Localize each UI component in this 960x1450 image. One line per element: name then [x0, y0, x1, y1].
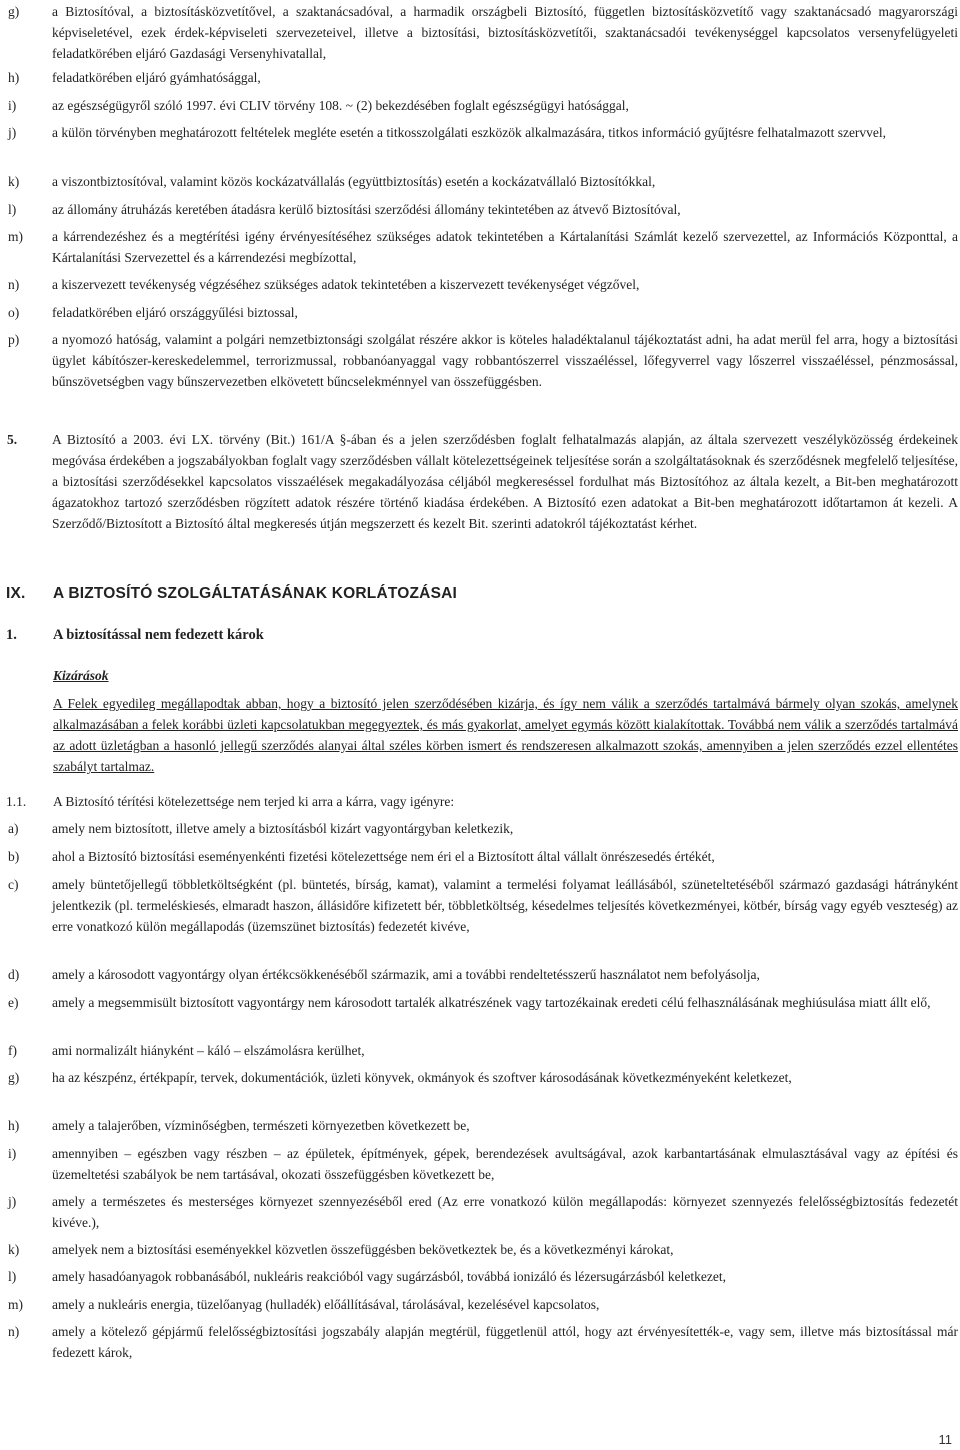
list-item-a: [8, 818, 958, 839]
list-label: k): [8, 174, 20, 189]
paragraph-number: 5.: [7, 432, 18, 447]
list-text: amely a nukleáris energia, tüzelőanyag (hulladék) előállításával, tárolásával, kezelésével kapcsolatos,: [52, 1297, 600, 1312]
section-title: A BIZTOSÍTÓ SZOLGÁLTATÁSÁNAK KORLÁTOZÁSAI: [53, 585, 458, 602]
list-text: a kiszervezett tevékenység végzéséhez szükséges adatok tekintetében a kiszervezett tevékenységet végzővel,: [52, 277, 640, 292]
list-item-g2: [8, 1067, 958, 1088]
list-label: i): [8, 98, 17, 113]
exclusions-heading: Kizárások: [53, 668, 109, 683]
page-number: 11: [938, 1432, 952, 1447]
list-text: ami normalizált hiányként – káló – elszámolásra kerülhet,: [52, 1043, 365, 1058]
list-item-j: [8, 122, 958, 143]
list-text: a nyomozó hatóság, valamint a polgári nemzetbiztonsági szolgálat részére akkor is köteles haladéktalanul tájékoztatást adni, ha adat merül fel arra, hogy a biztosítási ügylet kábítószer-kereskedelemmel, terrorizmussal, robbanóanyaggal vagy robbantószerrel visszaéléssel, lőfegyverrel vagy lőszerrel visszaéléssel, pénzmosással, bűnszövetségben vagy bűnszervezetben elkövetett bűncselekménnyel van összefüggésben.: [52, 332, 958, 389]
list-label: k): [8, 1242, 20, 1257]
list-label: m): [8, 1297, 23, 1312]
list-label: b): [8, 849, 20, 864]
exclusions-paragraph: A Felek egyedileg megállapodtak abban, hogy a biztosító jelen szerződésében kizárja, és így nem válik a szerződés tartalmává bármely olyan szokás, amelynek alkalmazásában a felek korábbi üzleti kapcsolatukban megegyeztek, és más gyakorlat, amelyet egymás között kialakítottak. Továbbá nem válik a szerződés tartalmává az adott üzletágban a hasonló jellegű szerződés alanyai által széles körben ismert és rendszeresen alkalmazott szokás, amennyiben a jelen szerződés ezzel ellentétes szabályt tartalmaz.: [53, 696, 958, 774]
list-text: ahol a Biztosító biztosítási eseményenkénti fizetési kötelezettsége nem éri el a Biztosított által vállalt önrészesedés értékét,: [52, 849, 715, 864]
list-text: amely a károsodott vagyontárgy olyan értékcsökkenéséből származik, ami a további rendeltetésszerű használatot nem befolyásolja,: [52, 967, 760, 982]
list-item-h: [8, 67, 958, 88]
list-item-i: [8, 95, 958, 116]
list-text: az egészségügyről szóló 1997. évi CLIV törvény 108. ~ (2) bekezdésében foglalt egészségügyi hatósággal,: [52, 98, 629, 113]
list-item-o: [8, 302, 958, 323]
list-label: o): [8, 305, 20, 320]
list-text: amely hasadóanyagok robbanásából, nukleáris reakcióból vagy sugárzásból, továbbá ionizáló és lézersugárzásból keletkezet,: [52, 1269, 726, 1284]
subsection-number: 1.: [6, 627, 17, 643]
list-label: i): [8, 1146, 17, 1161]
list-item-g: [8, 1, 958, 64]
list-label: g): [8, 4, 20, 19]
list-item-b: [8, 846, 958, 867]
list-item-p: [8, 329, 958, 392]
list-label: a): [8, 821, 19, 836]
list-label: c): [8, 877, 19, 892]
clause-number: 1.1.: [6, 794, 27, 809]
list-label: n): [8, 1324, 20, 1339]
list-text: amely a megsemmisült biztosított vagyontárgy nem károsodott tartalék alkatrészének vagy tartozékainak eredeti célú felhasználásának meghiúsulása miatt állt elő,: [52, 995, 931, 1010]
list-text: amennyiben – egészben vagy részben – az épületek, építmények, gépek, berendezések avultságával, azok karbantartásának elmulasztásával vagy az építési és üzemeltetési szabályok be nem tartásával, okozati összefüggésben következett be,: [52, 1146, 958, 1182]
list-label: j): [8, 1194, 17, 1209]
list-label: n): [8, 277, 20, 292]
list-label: m): [8, 229, 23, 244]
list-label: h): [8, 70, 20, 85]
list-item-c: [8, 874, 958, 937]
list-item-n: [8, 274, 958, 295]
list-item-f: [8, 1040, 958, 1061]
list-text: a Biztosítóval, a biztosításközvetítővel, a szaktanácsadóval, a harmadik országbeli Biztosító, független biztosításközvetítő vagy szaktanácsadó magyarországi képviseletével, ezek érdek-képviseleti szervezeteivel, illetve a biztosítási, biztosításközvetítői, szaktanácsadói tevékenységgel kapcsolatos versenyfelügyeleti feladatkörében eljáró Gazdasági Versenyhivatallal,: [52, 4, 958, 61]
list-text: a kárrendezéshez és a megtérítési igény érvényesítéséhez szükséges adatok tekintetében a Kártalanítási Számlát kezelő szervezettel, az Információs Központtal, a Kártalanítási Szervezettel és a kárrendezési megbízottal,: [52, 229, 958, 265]
list-item-j2: [8, 1191, 958, 1233]
list-text: amely büntetőjellegű többletköltségként (pl. büntetés, bírság, kamat), valamint a termelési folyamat leállásából, szüneteltetéséből származó gazdasági hátrányként jelentkezik (pl. termeléskiesés, elmaradt haszon, állásidőre kifizetett bér, többletköltség, késedelmes teljesítés következményei, kötbér, bírság vagy egyéb veszteség) az erre vonatkozó külön megállapodás (üzemszünet biztosítás) fedezetét kivéve,: [52, 877, 958, 934]
list-text: a viszontbiztosítóval, valamint közös kockázatvállalás (együttbiztosítás) esetén a kockázatvállaló Biztosítókkal,: [52, 174, 656, 189]
list-item-h2: [8, 1115, 958, 1136]
list-label: d): [8, 967, 20, 982]
list-text: feladatkörében eljáró gyámhatósággal,: [52, 70, 261, 85]
list-item-m2: [8, 1294, 958, 1315]
list-text: amely nem biztosított, illetve amely a biztosításból kizárt vagyontárgyban keletkezik,: [52, 821, 514, 836]
section-number: IX.: [6, 585, 26, 602]
list-label: j): [8, 125, 17, 140]
list-label: e): [8, 995, 19, 1010]
list-item-n2: [8, 1321, 958, 1363]
list-item-m: [8, 226, 958, 268]
list-label: l): [8, 202, 17, 217]
list-label: f): [8, 1043, 17, 1058]
list-label: p): [8, 332, 20, 347]
list-label: g): [8, 1070, 20, 1085]
list-item-k: [8, 171, 958, 192]
list-text: ha az készpénz, értékpapír, tervek, dokumentációk, üzleti könyvek, okmányok és szoftver károsodásának következményeként keletkezet,: [52, 1070, 792, 1085]
list-text: amely a talajerőben, vízminőségben, természeti környezetben következett be,: [52, 1118, 470, 1133]
list-text: amelyek nem a biztosítási eseményekkel közvetlen összefüggésben bekövetkeztek be, és a következményi károkat,: [52, 1242, 674, 1257]
list-text: amely a természetes és mesterséges környezet szennyezéséből ered (Az erre vonatkozó külön megállapodás: környezet szennyezés felelősségbiztosítás fedezetét kivéve.),: [52, 1194, 958, 1230]
list-item-d: [8, 964, 958, 985]
list-label: l): [8, 1269, 17, 1284]
list-text: amely a kötelező gépjármű felelősségbiztosítási jogszabály alapján megtérül, függetlenül attól, hogy azt érvényesítették-e, vagy sem, illetve más biztosítással már fedezett károk,: [52, 1324, 958, 1360]
paragraph-5: [7, 429, 958, 534]
list-item-i2: [8, 1143, 958, 1185]
list-item-e: [8, 992, 958, 1013]
list-item-k2: [8, 1239, 958, 1260]
list-item-l: [8, 199, 958, 220]
list-text: a külön törvényben meghatározott feltételek megléte esetén a titkosszolgálati eszközök alkalmazására, titkos információ gyűjtésre felhatalmazott szervvel,: [52, 125, 887, 140]
list-text: az állomány átruházás keretében átadásra kerülő biztosítási szerződési állomány tekintetében az átvevő Biztosítóval,: [52, 202, 681, 217]
list-text: feladatkörében eljáró országgyűlési biztossal,: [52, 305, 298, 320]
paragraph-text: A Biztosító a 2003. évi LX. törvény (Bit.) 161/A §-ában és a jelen szerződésben foglalt felhatalmazás alapján, az általa szervezett veszélyközösség érdekeinek megóvása érdekében a jogszabályokban foglalt vagy szerződésben vállalt kötelezettségeinek teljesítése során a szolgáltatásoknak és szerződésnek megfelelő teljesítése, a biztosítási szerződésekkel kapcsolatos visszaélések megakadályozása céljából megkereséssel fordulhat más Biztosítóhoz az általa kezelt, a Bit-ben meghatározott ágazatokhoz tartozó szerződésben rögzített adatok részére történő kiadása érdekében. A Biztosító ezen adatokat a Bit-ben meghatározott időtartamon át kezeli. A Szerződő/Biztosított a Biztosító által megkeresés útján megszerzett és kezelt Bit. szerinti adatokról tájékoztatást kérhet.: [52, 432, 958, 531]
clause-text: A Biztosító térítési kötelezettsége nem terjed ki arra a kárra, vagy igényre:: [53, 794, 455, 809]
list-label: h): [8, 1118, 20, 1133]
subsection-title: A biztosítással nem fedezett károk: [53, 627, 264, 643]
list-item-l2: [8, 1266, 958, 1287]
